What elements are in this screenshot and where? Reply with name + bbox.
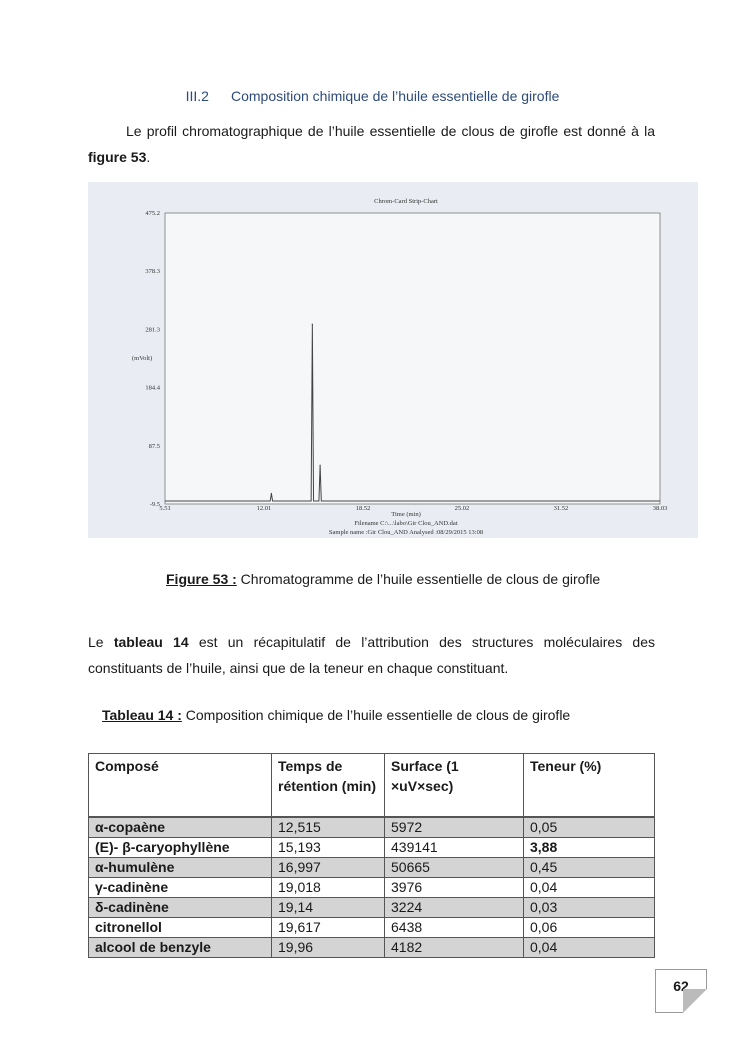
page-number-text: 62 xyxy=(673,978,689,994)
y-tick-label: 281.3 xyxy=(145,326,160,334)
cell-surface: 50665 xyxy=(385,858,524,878)
y-axis-label: (mVolt) xyxy=(132,355,153,362)
cell-teneur: 3,88 xyxy=(524,838,655,858)
chart-footer-filename: Filename C:\...\labo\Gir Clou_AND.dat xyxy=(354,520,458,527)
table-caption xyxy=(102,707,570,723)
cell-teneur: 0,04 xyxy=(524,938,655,958)
y-tick-label: 378.3 xyxy=(145,268,160,276)
page-number xyxy=(655,969,707,1013)
y-tick-label: -9.5 xyxy=(149,501,160,508)
x-tick-label: 25.02 xyxy=(454,505,470,512)
cell-compose: (E)- β-caryophyllène xyxy=(89,838,272,858)
cell-teneur: 0,05 xyxy=(524,817,655,838)
chart-footer-sample: Sample name :Gir Clou_AND Analysed :08/29/2015 13:08 xyxy=(328,529,484,536)
cell-teneur: 0,04 xyxy=(524,878,655,898)
table-caption-text: Composition chimique de l’huile essentielle de clous de girofle xyxy=(181,707,571,723)
cell-surface: 3976 xyxy=(385,878,524,898)
x-tick-label: 38.03 xyxy=(652,505,668,512)
table-row xyxy=(89,858,655,878)
cell-surface: 4182 xyxy=(385,938,524,958)
header-teneur: Teneur (%) xyxy=(524,754,655,818)
table-row xyxy=(89,817,655,838)
y-tick-label: 87.5 xyxy=(148,442,160,450)
cell-temps: 19,14 xyxy=(272,898,385,918)
table-intro-paragraph xyxy=(88,629,655,681)
cell-temps: 15,193 xyxy=(272,838,385,858)
cell-temps: 12,515 xyxy=(272,817,385,838)
intro-text: Le profil chromatographique de l’huile essentielle de clous de girofle est donné à la xyxy=(126,123,655,139)
section-number: III.2 xyxy=(185,88,209,104)
cell-compose: α-copaène xyxy=(89,817,272,838)
x-tick-label: 31.52 xyxy=(553,505,569,512)
cell-temps: 19,617 xyxy=(272,918,385,938)
y-tick-label: 475.2 xyxy=(145,210,160,217)
cell-compose: alcool de benzyle xyxy=(89,938,272,958)
table-row xyxy=(89,898,655,918)
paragraph2-text: est un récapitulatif de l’attribution des structures moléculaires des constituants de l’huile, ainsi que de la teneur en chaque constituant. xyxy=(88,634,655,676)
figure-caption-label: Figure 53 : xyxy=(166,571,237,587)
cell-teneur: 0,45 xyxy=(524,858,655,878)
cell-compose: citronellol xyxy=(89,918,272,938)
section-heading xyxy=(0,88,745,104)
section-title: Composition chimique de l’huile essentielle de girofle xyxy=(230,88,560,104)
x-tick-label: 12.01 xyxy=(256,505,272,512)
table-caption-label: Tableau 14 : xyxy=(102,707,182,723)
cell-compose: α-humulène xyxy=(89,858,272,878)
x-tick-label: 18.52 xyxy=(355,505,371,512)
y-tick-label: 184.4 xyxy=(145,384,160,392)
table-reference: tableau 14 xyxy=(113,634,189,650)
chromatogram-chart xyxy=(88,182,698,538)
chart-title: Chrom-Card Strip-Chart xyxy=(374,198,438,205)
intro-paragraph xyxy=(88,118,655,170)
header-surface: Surface (1 ×uV×sec) xyxy=(385,754,524,818)
cell-compose: γ-cadinène xyxy=(89,878,272,898)
page-corner-fold xyxy=(683,989,707,1013)
cell-temps: 16,997 xyxy=(272,858,385,878)
figure-caption-text: Chromatogramme de l’huile essentielle de clous de girofle xyxy=(236,571,601,587)
table-row xyxy=(89,938,655,958)
table-row xyxy=(89,878,655,898)
composition-table xyxy=(88,753,655,958)
cell-temps: 19,96 xyxy=(272,938,385,958)
cell-surface: 6438 xyxy=(385,918,524,938)
plot-area xyxy=(165,213,660,504)
cell-teneur: 0,03 xyxy=(524,898,655,918)
header-temps: Temps de rétention (min) xyxy=(272,754,385,818)
table-row xyxy=(89,918,655,938)
x-axis-label: Time (min) xyxy=(391,511,421,518)
intro-end: . xyxy=(146,149,151,165)
figure-caption xyxy=(166,571,600,587)
cell-temps: 19,018 xyxy=(272,878,385,898)
paragraph2-text-start: Le xyxy=(88,634,114,650)
figure-reference: figure 53 xyxy=(88,149,147,165)
chromatogram-figure xyxy=(88,182,698,538)
x-tick-label: 5.51 xyxy=(159,505,171,512)
cell-surface: 439141 xyxy=(385,838,524,858)
cell-surface: 3224 xyxy=(385,898,524,918)
cell-compose: δ-cadinène xyxy=(89,898,272,918)
header-compose: Composé xyxy=(89,754,272,818)
cell-surface: 5972 xyxy=(385,817,524,838)
table-header-row xyxy=(89,754,655,818)
table-row xyxy=(89,838,655,858)
cell-teneur: 0,06 xyxy=(524,918,655,938)
